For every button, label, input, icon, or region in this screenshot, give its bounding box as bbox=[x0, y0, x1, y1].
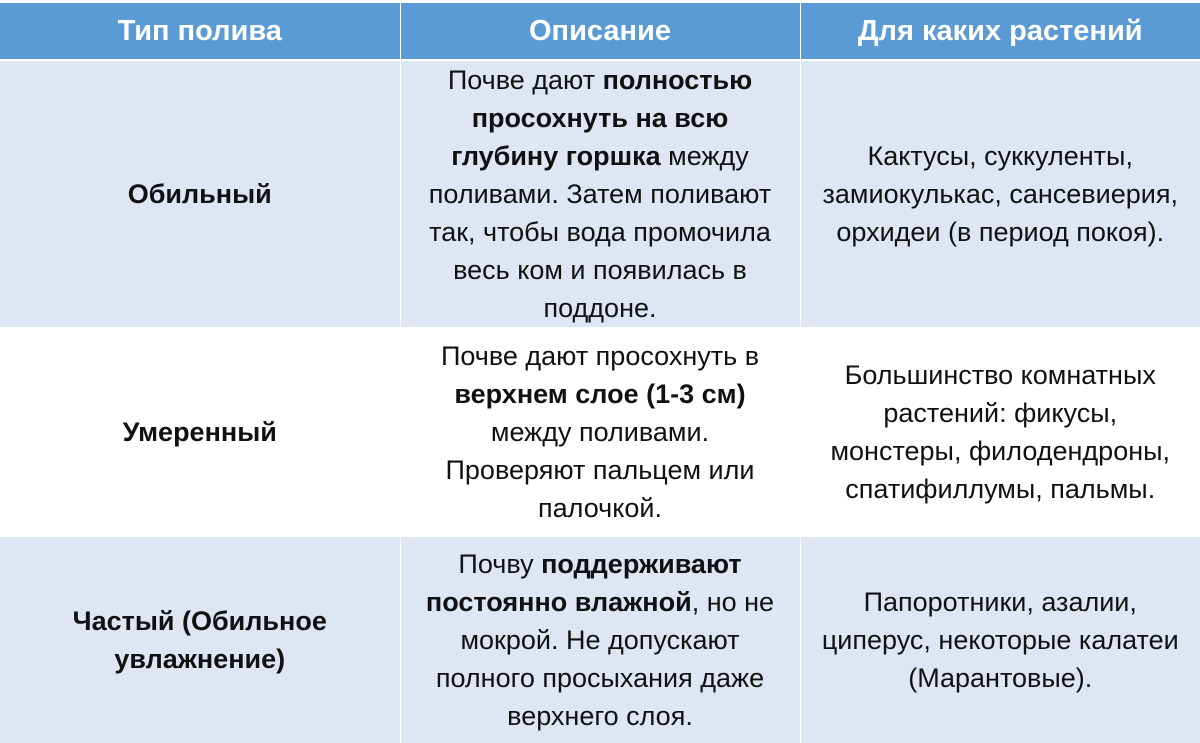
description-cell bbox=[400, 536, 800, 743]
description-cell bbox=[400, 60, 800, 328]
watering-type-cell: Обильный bbox=[0, 60, 400, 328]
description-text: между поливами. Затем поливают так, чтобы вода промочила весь ком и появилась в поддоне. bbox=[428, 141, 772, 323]
table-row bbox=[0, 60, 1200, 328]
plants-cell: Большинство комнатных растений: фикусы, монстеры, филодендроны, спатифиллумы, пальмы. bbox=[800, 328, 1200, 536]
watering-table bbox=[0, 3, 1200, 743]
description-text: Почве дают bbox=[447, 65, 603, 95]
watering-type-cell: Умеренный bbox=[0, 328, 400, 536]
header-row bbox=[0, 3, 1200, 60]
header-watering-type: Тип полива bbox=[0, 3, 400, 60]
watering-type-cell: Частый (Обильное увлажнение) bbox=[0, 536, 400, 743]
description-emphasis: полностью просохнуть на всю глубину горшка bbox=[451, 65, 753, 171]
description-text: Почве дают просохнуть в bbox=[440, 341, 760, 371]
description-text: , но не мокрой. Не допускают полного просыхания даже верхнего слоя. bbox=[435, 587, 775, 731]
table-row bbox=[0, 328, 1200, 536]
table-row bbox=[0, 536, 1200, 743]
plants-cell: Папоротники, азалии, циперус, некоторые калатеи (Марантовые). bbox=[800, 536, 1200, 743]
header-plants: Для каких растений bbox=[800, 3, 1200, 60]
description-emphasis: поддерживают постоянно влажной bbox=[425, 549, 742, 617]
plants-cell: Кактусы, суккуленты, замиокулькас, сансевиерия, орхидеи (в период покоя). bbox=[800, 60, 1200, 328]
header-description: Описание bbox=[400, 3, 800, 60]
description-emphasis: верхнем слое (1-3 см) bbox=[454, 379, 746, 409]
description-cell bbox=[400, 328, 800, 536]
description-text: между поливами. Проверяют пальцем или палочкой. bbox=[445, 417, 755, 523]
description-text: Почву bbox=[458, 549, 542, 579]
